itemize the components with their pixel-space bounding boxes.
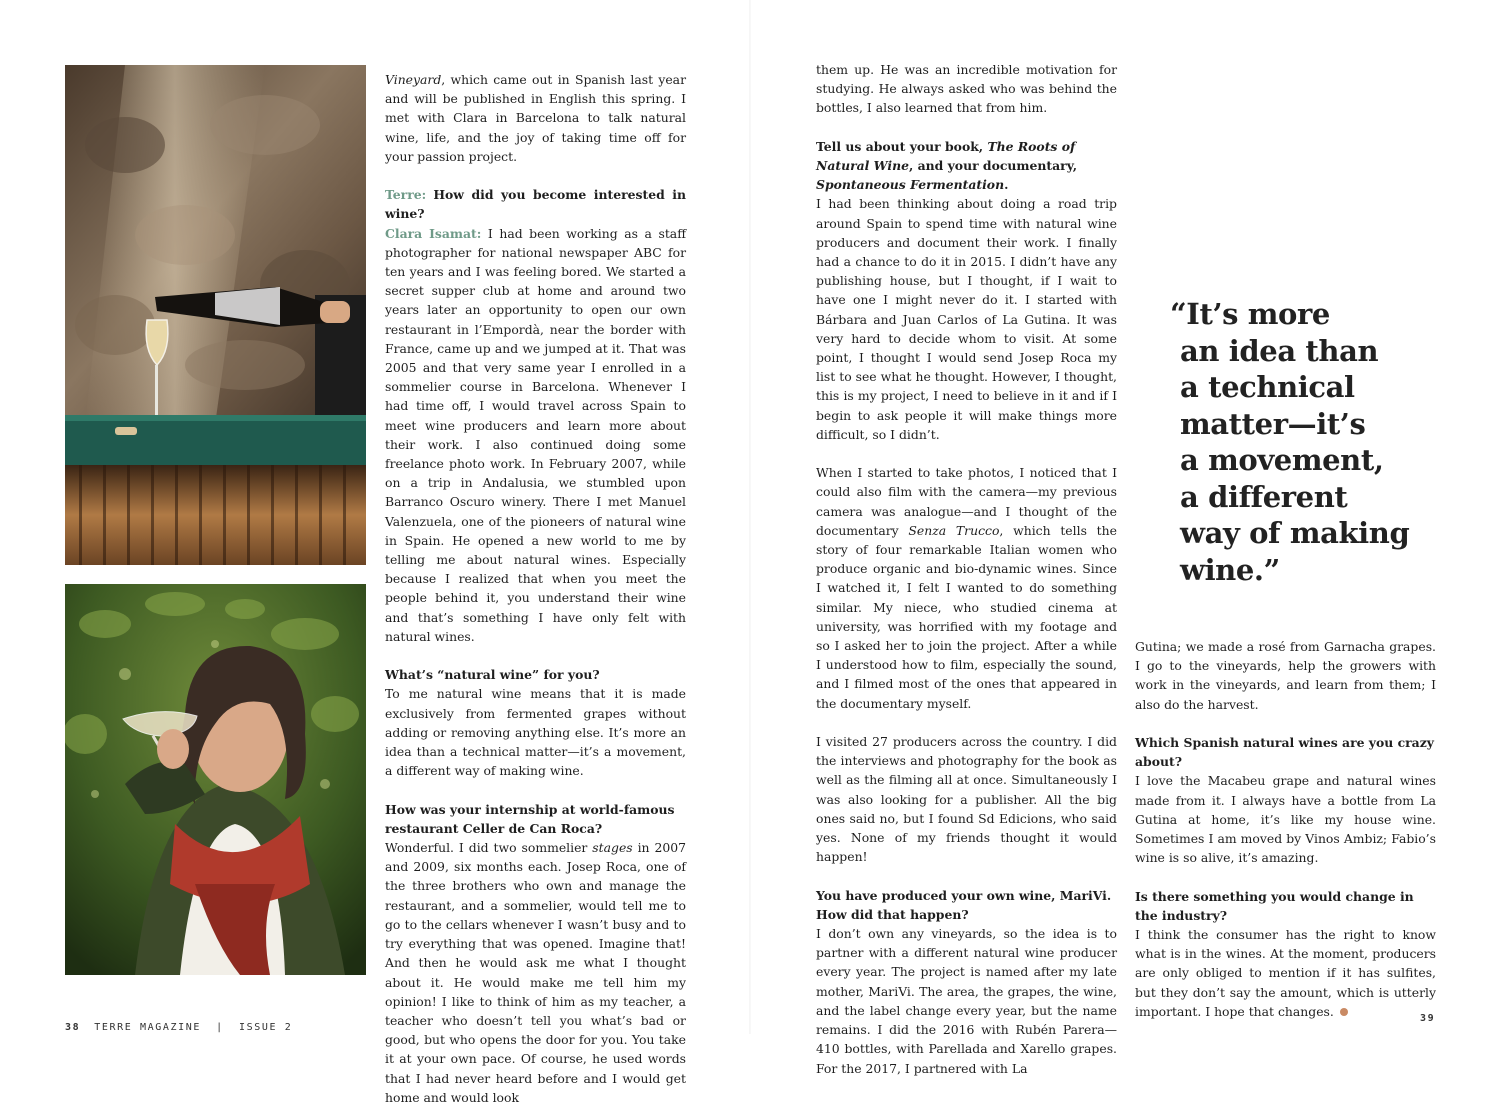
pull-quote-line: way of making [1180,516,1410,550]
intro-text: , which came out in Spanish last year and will be published in English this spring. I met with Clara in Barcelona to talk natural wine, life, and the joy of taking time off for your passion project. [385,72,686,164]
end-mark-dot-icon [1340,1008,1348,1016]
pull-quote-line: a different [1180,479,1348,514]
answer-4-paragraph-3: I visited 27 producers across the country. I did the interviews and photography for the book as well as the filming all at once. Simultaneously I was also looking for a publisher. All the big ones said no, but I found Sd Edicions, who said yes. None of my friends thought it would happen! [816,734,1117,865]
answer-5: I don’t own any vineyards, so the idea is to partner with a different natural wine producer every year. The project is named after my late mother, MariVi. The area, the grapes, the wine, and the label change every year, but the name remains. I did the 2016 with Rubén Parera—410 bottles, with Parellada and Xarello grapes. For the 2017, I partnered with La [816,926,1117,1076]
answer-3 [385,838,686,1107]
question-3: How was your internship at world-famous restaurant Celler de Can Roca? [385,801,675,836]
right-text-column [816,60,1117,1078]
pull-quote [1170,296,1470,588]
question-4 [816,137,1117,195]
book-title-fragment: Vineyard [385,72,442,87]
answer-1-text: I had been working as a staff photographer for national newspaper ABC for ten years and I was feeling bored. We started a secret supper club at home and around two years later an opportunity to open our own restaurant in l’Empordà, near the border with France, came up and we jumped at it. That was 2005 and that very same year I enrolled in a sommelier course in Barcelona. Whenever I had time off, I would travel across Spain to meet wine producers and learn more about their work. I also continued doing some freelance photo work. In February 2007, while on a trip in Andalusia, we stumbled upon Barranco Oscuro winery. There I met Manuel Valenzuela, one of the pioneers of natural wine in Spain. He opened a new world to me by telling me about natural wines. Especially because I realized that when you meet the people behind it, you understand their wine and that’s something I have only felt with natural wines. [385,225,686,644]
pull-quote-line: a movement, [1180,443,1384,477]
pull-quote-line: “It’s more [1170,297,1330,331]
question-6: Which Spanish natural wines are you crazy about? [1135,735,1434,770]
answer-4-paragraph-1: I had been thinking about doing a road trip around Spain to spend time with natural wine producers and document their work. I finally had a chance to do it in 2015. I didn’t have any publishing house, but I thought, if I wait to have one I might never do it. I started with Bárbara and Juan Carlos of La Gutina. It was very hard to decide whom to visit. At some point, I thought I would send Josep Roca my list to see what he thought. However, I thought, this is my project, I need to believe in it and if I begin to ask people it will make things more difficult, so I didn’t. [816,196,1117,442]
pull-quote-line: a technical [1180,370,1355,404]
question-1-text: How did you become interested in wine? [385,187,686,222]
question-2: What’s “natural wine” for you? [385,667,600,683]
intro-paragraph [385,70,686,166]
terre-speaker-label: Terre: [385,187,427,203]
question-5: You have produced your own wine, MariVi. How did that happen? [816,887,1112,922]
third-text-column [1135,637,1436,1021]
wine-pour-photo [65,65,366,565]
left-text-column [385,70,686,1107]
pull-quote-line: wine.” [1180,552,1280,587]
left-page-number: 38 [65,1022,81,1033]
answer-3-start: Wonderful. I did two sommelier [385,840,593,856]
pull-quote-line: an idea than [1180,333,1379,368]
q4-documentary-title: Spontaneous Fermentation [816,177,1005,193]
senza-trucco-title: Senza Trucco [908,522,1000,538]
q4-end: . [1004,177,1009,193]
question-7: Is there something you would change in the industry? [1135,888,1414,923]
answer-1 [385,224,686,646]
pull-quote-line: matter—it’s [1180,406,1366,441]
answer-2: To me natural wine means that it is made exclusively from fermented grapes without adding or removing anything else. It’s more an idea than a technical matter—it’s a movement, a different way of making wine. [385,686,686,779]
answer-3-rest: in 2007 and 2009, six months each. Josep Roca, one of the three brothers who own and manage the restaurant, and a sommelier, would tell me to go to the cellars whenever I wasn’t busy and to try everything that was opened. Imagine that! And then he would ask me what I thought about it. He would make me tell him my opinion! I like to think of him as my teacher, a teacher who doesn’t tell you what’s bad or good, but who opens the door for you. You take it at your own pace. Of course, he used words that I had never heard before and I would get home and would look [385,840,686,1105]
question-1 [385,185,686,223]
answer-3-continued: them up. He was an incredible motivation for studying. He always asked who was behind the bottles, I also learned that from him. [816,62,1117,116]
q4-book-title: The Roots of Natural Wine [816,138,1076,173]
answer-6: I love the Macabeu grape and natural wines made from it. I always have a bottle from La Gutina at home, it’s like my house wine. Sometimes I am moved by Vinos Ambiz; Fabio’s wine is so alive, it’s amazing. [1135,773,1436,866]
left-footer [65,1022,292,1033]
clara-speaker-label: Clara Isamat: [385,225,482,241]
right-page-number: 39 [1420,1013,1436,1024]
q4-mid: , and your documentary, [908,158,1078,173]
answer-5-continued: Gutina; we made a rosé from Garnacha grapes. I go to the vineyards, help the growers with work in the vineyards, and learn from them; I also do the harvest. [1135,639,1436,712]
answer-4-paragraph-2 [816,463,1117,713]
stages-word: stages [592,840,633,856]
a4p2-start: When I started to take photos, I noticed that I could also film with the camera—my previous camera was analogue—and I thought of the documentary [816,465,1117,538]
q4-pre: Tell us about your book, [816,138,988,154]
portrait-illustration [65,584,366,975]
page-fold [749,0,751,1034]
wine-pour-illustration [65,65,366,565]
portrait-drinking-photo [65,584,366,975]
a4p2-rest: , which tells the story of four remarkable Italian women who produce organic and bio-dynamic wines. Since I watched it, I felt I wanted to do something similar. My niece, who studied cinema at university, was horrified with my footage and so I asked her to join the project. After a while I understood how to film, especially the sound, and I filmed most of the ones that appeared in the documentary myself. [816,522,1117,711]
answer-7-text: I think the consumer has the right to know what is in the wines. At the moment, producers are only obliged to mention if it has sulfites, but they don’t say the amount, which is utterly important. I hope that changes. [1135,927,1436,1019]
running-title: TERRE MAGAZINE | ISSUE 2 [94,1022,293,1033]
answer-7 [1135,925,1436,1021]
